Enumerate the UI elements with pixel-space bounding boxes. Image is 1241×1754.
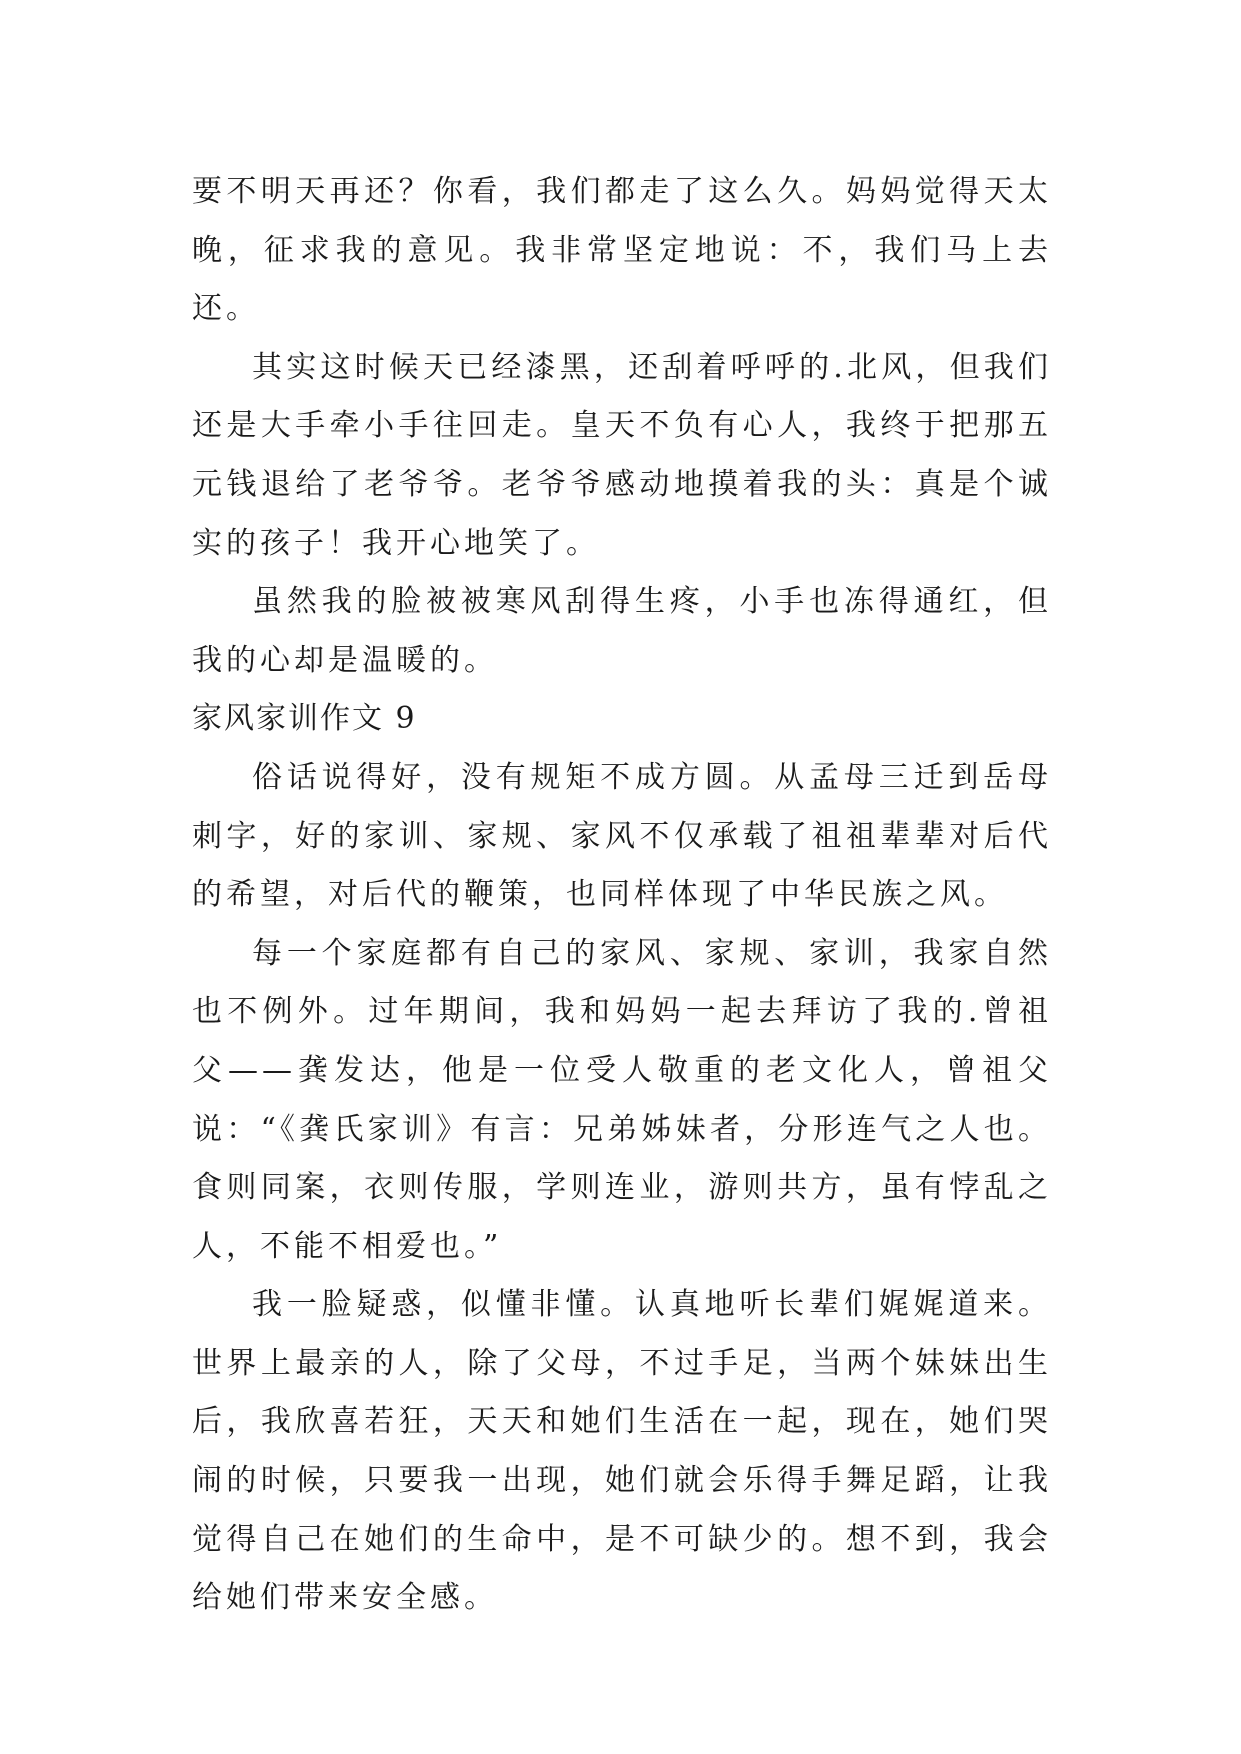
paragraph: 每一个家庭都有自己的家风、家规、家训，我家自然也不例外。过年期间，我和妈妈一起去拜访了我的.曾祖父——龚发达，他是一位受人敬重的老文化人，曾祖父说：“《龚氏家训》有言：兄弟姊妹者，分形连气之人也。食则同案，衣则传服，学则连业，游则共方，虽有悖乱之人，不能不相爱也。” [192, 935, 1052, 1264]
paragraph: 俗话说得好，没有规矩不成方圆。从孟母三迁到岳母刺字，好的家训、家规、家风不仅承载了祖祖辈辈对后代的希望，对后代的鞭策，也同样体现了中华民族之风。 [192, 759, 1052, 913]
paragraph: 我一脸疑惑，似懂非懂。认真地听长辈们娓娓道来。世界上最亲的人，除了父母，不过手足，当两个妹妹出生后，我欣喜若狂，天天和她们生活在一起，现在，她们哭闹的时候，只要我一出现，她们就会乐得手舞足蹈，让我觉得自己在她们的生命中，是不可缺少的。想不到，我会给她们带来安全感。 [192, 1287, 1052, 1616]
paragraph-continuation: 要不明天再还？你看，我们都走了这么久。妈妈觉得天太晚，征求我的意见。我非常坚定地说：不，我们马上去还。 [192, 174, 1052, 327]
document-body [192, 163, 1052, 1628]
paragraph: 虽然我的脸被被寒风刮得生疼，小手也冻得通红，但我的心却是温暖的。 [192, 584, 1052, 678]
section-heading: 家风家训作文 9 [192, 701, 417, 737]
paragraph: 其实这时候天已经漆黑，还刮着呼呼的.北风，但我们还是大手牵小手往回走。皇天不负有心人，我终于把那五元钱退给了老爷爷。老爷爷感动地摸着我的头：真是个诚实的孩子！我开心地笑了。 [192, 349, 1052, 561]
